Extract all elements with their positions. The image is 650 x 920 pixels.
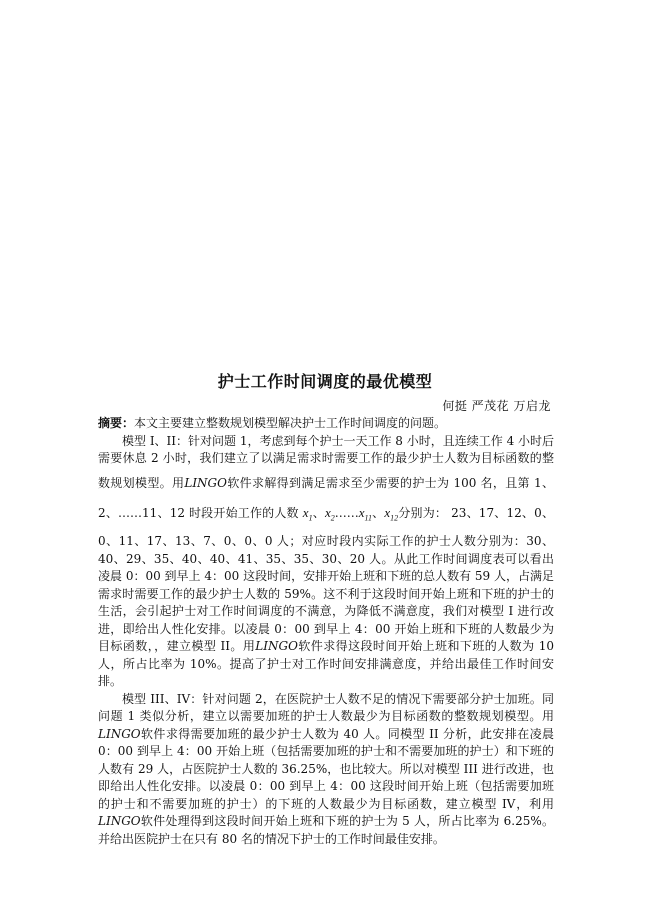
p1-text-4: 23、17、12、0、0、11、17、13、7、0、0、0 人；对应时段内实际工作的护士人数分别为：30、40、29、35、40、40、41、35、35、30、20 人。从此工作时间调度表可以看出凌晨 0：00 到早上 4：00 这段时间，安排开始上班和下班的总人数有 59 人，占满足需求时需要工作的最少护士人数的 59%。这不利于这段时间开始上班和下班的护士的生活，会引起护士对工作时间调度的不满意，为降低不满意度，我们对模型 I 进行改进，即给出人性化安排。以凌晨 0：00 到早上 4：00 开始上班和下班的人数最少为目标函数，，建立模型 II。用 [98,505,554,654]
lingo-term: LINGO [184,475,227,490]
var-x2: $x_2$ [324,504,335,523]
p1-text-2: 软件求解得到满足需求至少需要的护士为 100 名，且第 1、2、……11、12 时段开始工作的人数 [98,475,554,520]
abstract-body [98,415,554,848]
paragraph-models-3-4 [98,691,554,849]
lingo-term: LINGO [255,639,298,654]
var-x11: $x_{11}$ [358,504,372,523]
abstract-intro [98,415,554,433]
p2-text-2: 软件求得需要加班的最少护士人数为 40 人。同模型 II 分析，此安排在凌晨 0：00 到早上 4：00 开始上班（包括需要加班的护士和不需要加班的护士）和下班的人数有 29 人，占医院护士人数的 36.25%，也比较大。所以对模型 III 进行改进，也即给出人性化安排。以凌晨 0：00 到早上 4：00 这段时间开始上班（包括需要加班的护士和不需要加班的护士）的下班的人数最少为目标函数，建立模型 IV，利用 [98,726,554,811]
author-list: 何挺 严茂花 万启龙 [442,399,551,413]
var-x12: $x_{12}$ [384,504,399,523]
paper-title: 护士工作时间调度的最优模型 [217,372,433,391]
lingo-term: LINGO [98,726,141,741]
var-x1: $x_1$ [302,504,313,523]
paragraph-models-1-2 [98,433,554,691]
abstract-label: 摘要： [98,416,135,430]
variable-list: $x_1$、$x_2\dots\dots x_{11}$、$x_{12}$ [302,504,399,523]
p2-text-1: 模型 III、IV：针对问题 2，在医院护士人数不足的情况下需要部分护士加班。同问题 1 类似分析，建立以需要加班的护士人数最少为目标函数的整数规划模型。用 [98,691,554,724]
lingo-term: LINGO [98,814,141,829]
p1-text-1: 模型 I、II：针对问题 1，考虑到每个护士一天工作 8 小时，且连续工作 4 小时后需要休息 2 小时，我们建立了以满足需求时需要工作的最少护士人数为目标函数的整数规划模型。用 [98,433,555,490]
p2-text-3: 软件处理得到这段时间开始上班和下班的护士为 5 人，所占比率为 6.25%。并给出医院护士在只有 80 名的情况下护士的工作时间最佳安排。 [98,814,554,846]
abstract-lead: 本文主要建立整数规划模型解决护士工作时间调度的问题。 [134,416,447,430]
p1-text-3: 分别为： [398,505,448,520]
p1-text-5: 软件求得这段时间开始上班和下班的人数为 10 人，所占比率为 10%。提高了护士对工作时间安排满意度，并给出最佳工作时间安排。 [98,639,555,689]
